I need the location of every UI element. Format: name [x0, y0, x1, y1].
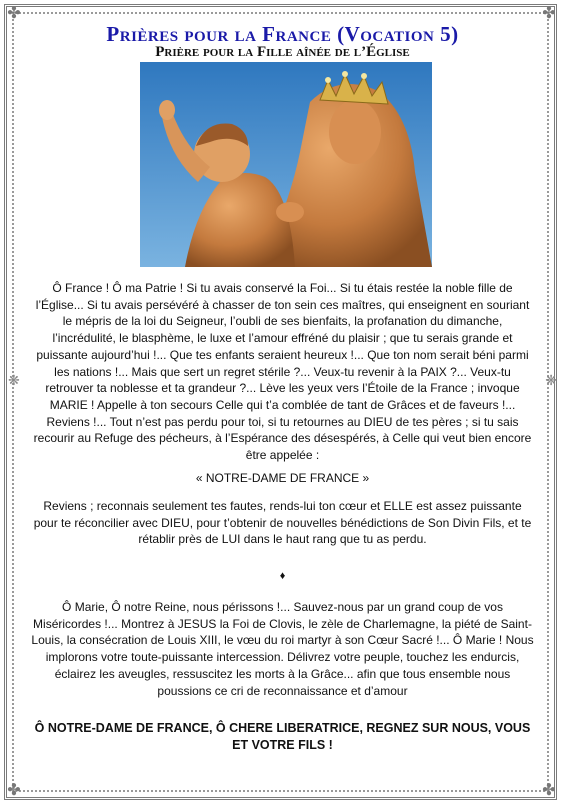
side-ornament-icon: ❋ [545, 372, 557, 388]
page-title: Prières pour la France (Vocation 5) [106, 22, 459, 46]
side-ornament-icon: ❋ [8, 372, 20, 388]
diamond-separator-icon: ♦ [279, 570, 286, 582]
paragraph-1: Ô France ! Ô ma Patrie ! Si tu avais conservé la Foi... Si tu étais restée la noble fille de l’Église... Si tu avais persévéré à chasser de ton sein ces maîtres, qui enseignent en souriant le mépris de la loi du Seigneur, l’oubli de ses bienfaits, la profanation du dimanche, l’incrédulité, le blasphème, le luxe et l’amour effréné du plaisir ; que tu serais grande et puissante aujourd’hui !... Que tes enfants seraient heureux !... Que ton nom serait béni parmi les nations !... Mais que sert un regret stérile ?... Veux-tu revenir à la PAIX ?... Veux-tu retrouver ta noblesse et ta grandeur ?... Lève les yeux vers l’Étoile de la France ; invoque MARIE ! Appelle à ton secours Celle qui t’a comblée de tant de Grâces et de faveurs !... Reviens !... Tout n’est pas perdu pour toi, si tu retournes au DIEU de tes pères ; si tu sais recourir au Refuge des pécheurs, à l’Espérance des désespérés, à Celle qui veut bien encore être appelée : [33, 281, 532, 463]
corner-ornament-icon: ✤ [7, 5, 21, 22]
statue-virgin-child-icon [140, 62, 432, 267]
page-subtitle: Prière pour la Fille aînée de l’Église [155, 44, 410, 60]
paragraph-invocation: « NOTRE-DAME DE FRANCE » [195, 471, 370, 485]
corner-ornament-icon: ✤ [542, 782, 556, 799]
paragraph-2: Reviens ; reconnais seulement tes fautes, rends-lui ton cœur et ELLE est assez puissante pour te réconcilier avec DIEU, pour t’obtenir de nouvelles bénédictions de Son Divin Fils, et te rétablir près de LUI dans le haut rang que tu as perdu. [33, 499, 532, 547]
paragraph-3: Ô Marie, Ô notre Reine, nous périssons !... Sauvez-nous par un grand coup de vos Miséricordes !... Montrez à JESUS la Foi de Clovis, le zèle de Charlemagne, la piété de Saint-Louis, la consécration de Louis XIII, le vœu du roi martyr à son Cœur Sacré !... Ô Marie ! Nous implorons votre toute-puissante intercession. Délivrez votre peuple, touchez les endurcis, éclairez les aveugles, ressuscitez les morts à la Grâce... afin que tous ensemble nous poussions ce cri de reconnaissance et d’amour [31, 600, 534, 698]
corner-ornament-icon: ✤ [542, 5, 556, 22]
final-invocation: Ô NOTRE-DAME DE FRANCE, Ô CHERE LIBERATRICE, REGNEZ SUR NOUS, VOUS ET VOTRE FILS ! [34, 721, 531, 752]
corner-ornament-icon: ✤ [7, 782, 21, 799]
